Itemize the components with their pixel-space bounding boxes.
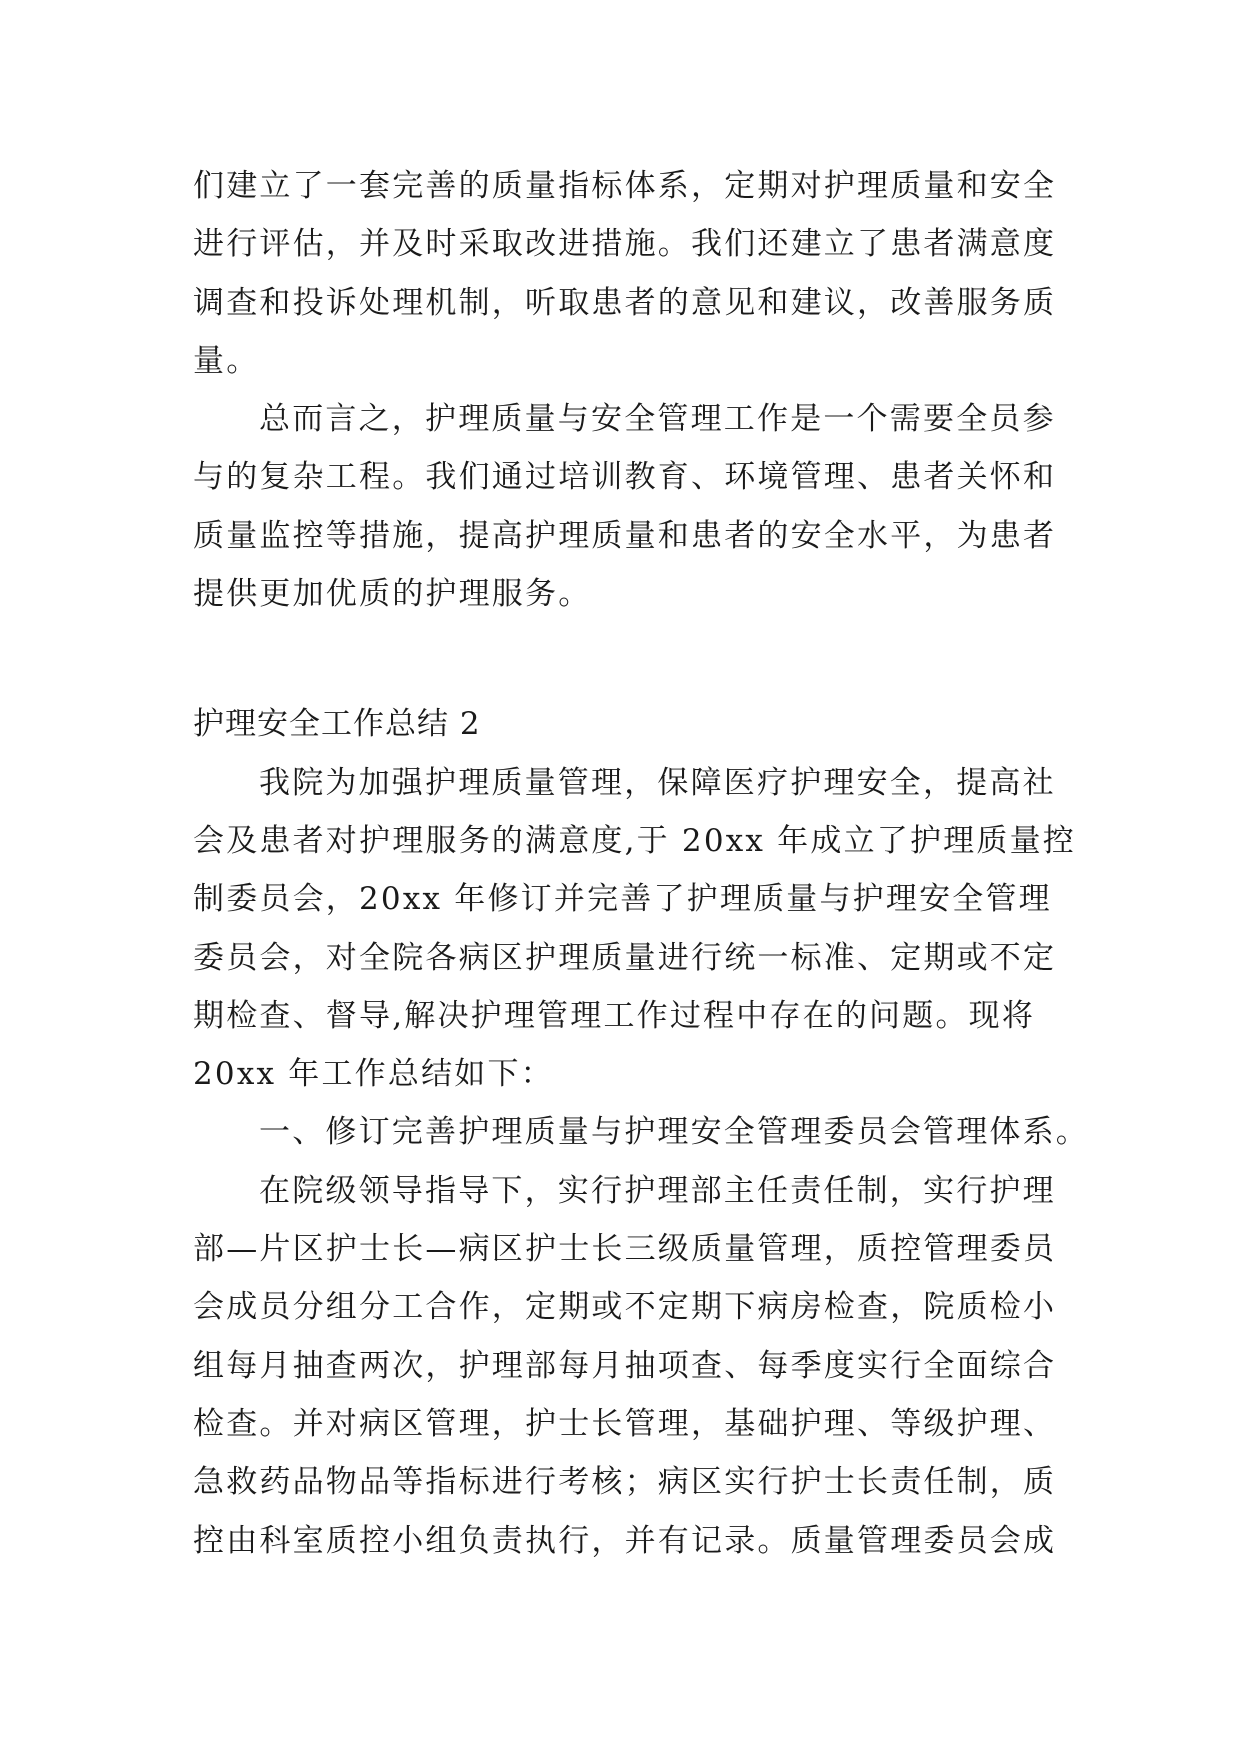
section-spacer: [193, 623, 1073, 695]
text-line: 委员会，对全院各病区护理质量进行统一标准、定期或不定: [193, 939, 1057, 976]
text-line: 量。: [193, 342, 260, 379]
text-line: 调查和投诉处理机制，听取患者的意见和建议，改善服务质: [193, 284, 1057, 321]
paragraph-management-system: [193, 1162, 1073, 1570]
text-line: 会成员分组分工合作，定期或不定期下病房检查，院质检小: [193, 1289, 1057, 1326]
text-line: 一、修订完善护理质量与护理安全管理委员会管理体系。: [259, 1114, 1089, 1151]
paragraph-quality-indicators: [193, 157, 1073, 390]
section-title: 护理安全工作总结 2: [193, 706, 481, 743]
document-body: [193, 157, 1089, 1570]
paragraph-introduction: [193, 754, 1076, 1104]
text-line: 会及患者对护理服务的满意度,于 20xx 年成立了护理质量控: [193, 822, 1076, 859]
text-line: 我院为加强护理质量管理，保障医疗护理安全，提高社: [259, 764, 1056, 801]
text-line: 控由科室质控小组负责执行，并有记录。质量管理委员会成: [193, 1522, 1057, 1559]
text-line: 在院级领导指导下，实行护理部主任责任制，实行护理: [259, 1172, 1056, 1209]
text-line: 期检查、督导,解决护理管理工作过程中存在的问题。现将: [193, 997, 1036, 1034]
text-line: 总而言之，护理质量与安全管理工作是一个需要全员参: [259, 401, 1056, 438]
text-line: 部—片区护士长—病区护士长三级质量管理，质控管理委员: [193, 1231, 1057, 1268]
text-line: 急救药品物品等指标进行考核；病区实行护士长责任制，质: [193, 1464, 1057, 1501]
text-line: 组每月抽查两次，护理部每月抽项查、每季度实行全面综合: [193, 1347, 1057, 1384]
text-line: 20xx 年工作总结如下：: [193, 1056, 554, 1093]
text-line: 检查。并对病区管理，护士长管理，基础护理、等级护理、: [193, 1405, 1057, 1442]
text-line: 们建立了一套完善的质量指标体系，定期对护理质量和安全: [193, 168, 1057, 204]
text-line: 进行评估，并及时采取改进措施。我们还建立了患者满意度: [193, 226, 1057, 263]
text-line: 制委员会，20xx 年修订并完善了护理质量与护理安全管理: [193, 881, 1052, 918]
paragraph-conclusion: [193, 390, 1073, 623]
text-line: 提供更加优质的护理服务。: [193, 576, 592, 613]
text-line: 质量监控等措施，提高护理质量和患者的安全水平，为患者: [193, 517, 1057, 554]
paragraph-subheading-one: [193, 1103, 1089, 1161]
text-line: 与的复杂工程。我们通过培训教育、环境管理、患者关怀和: [193, 459, 1057, 496]
